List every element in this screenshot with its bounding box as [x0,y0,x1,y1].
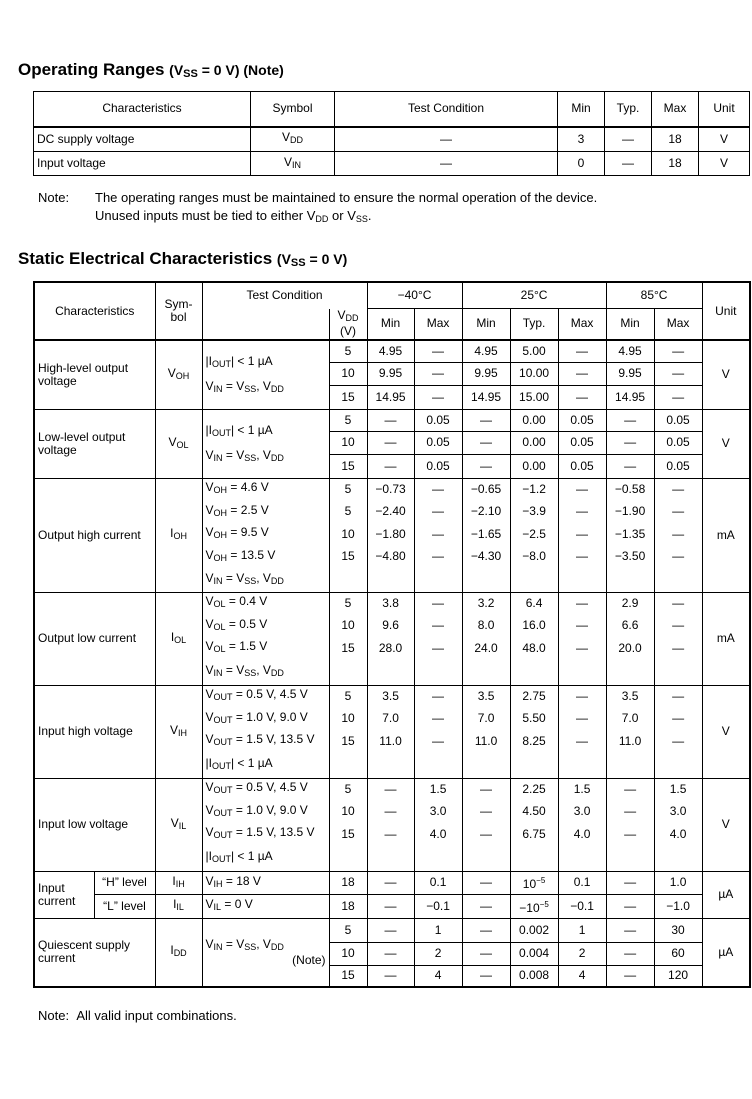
ioh-label: Output high current [34,478,155,592]
op-header-unit: Unit [699,92,750,127]
vih-row: $V_{OUT} = 1.0$ V, 9.0 V 10 7.0 — 7.0 5.50 — 7.0 — [34,707,750,730]
op-header-char: Characteristics [34,92,251,127]
op-row-input-voltage: Input voltage $V_{IN}$ — 0 — 18 V [34,152,750,176]
vol-label: Low-level output voltage [34,409,155,478]
sec-header-char: Characteristics [34,282,155,340]
ioh-row: $V_{OH} = 13.5$ V 15 −4.80 — −4.30 −8.0 — −3.50 — [34,545,750,568]
vih-label: Input high voltage [34,685,155,778]
iol-label: Output low current [34,592,155,685]
voh-row: High-level output voltage $V_{OH}$ $|I_{OUT}| < 1$ µA $V_{IN} = V_{SS}$, $V_{DD}$ 5 4.95 — 4.95 5.00 — 4.95 — V [34,340,750,362]
vol-row: Low-level output voltage $V_{OL}$ $|I_{OUT}| < 1$ µA $V_{IN} = V_{SS}$, $V_{DD}$ 5 — 0.05 — 0.00 0.05 — 0.05 V [34,409,750,431]
ioh-row: $V_{OH} = 2.5$ V 5 −2.40 — −2.10 −3.9 — −1.90 — [34,500,750,523]
ioh-row: $V_{OH} = 9.5$ V 10 −1.80 — −1.65 −2.5 — −1.35 — [34,523,750,545]
vil-row: Input low voltage $V_{IL}$ $V_{OUT} = 0.5$ V, 4.5 V 5 — 1.5 — 2.25 1.5 — 1.5 V [34,778,750,800]
iol-row: $V_{OL} = 0.5$ V 10 9.6 — 8.0 16.0 — 6.6 — [34,614,750,637]
vil-label: Input low voltage [34,778,155,871]
ioh-row: Output high current $I_{OH}$ $V_{OH} = 4.6$ V 5 −0.73 — −0.65 −1.2 — −0.58 — mA [34,478,750,500]
sec-header-sym: Sym- bol [155,282,202,340]
iin-label: Input current [34,871,94,918]
operating-note: Note: The operating ranges must be maintained to ensure the normal operation of the device. Unused inputs must be tied to either $V_{DD}$ or $V_{SS}$. [38,190,598,224]
iin-l-row: “L” level $I_{IL}$ $V_{IL} = 0$ V 18 — −0.1 — $-10^{-5}$ −0.1 — −1.0 [34,894,750,918]
vil-row: $V_{OUT} = 1.5$ V, 13.5 V 15 — 4.0 — 6.75 4.0 — 4.0 [34,823,750,845]
idd-row: 15 — 4 — 0.008 4 — 120 [34,965,750,987]
sec-header-t3: 85°C [606,282,702,308]
static-note: Note: All valid input combinations. [38,1008,237,1023]
sec-header-vdd: $V_{DD}$ (V) [329,308,367,340]
op-header-test: Test Condition [335,92,558,127]
idd-row: 10 — 2 — 0.004 2 — 60 [34,942,750,965]
iol-row: $V_{OL} = 1.5$ V 15 28.0 — 24.0 48.0 — 20.0 — [34,637,750,659]
iol-row: Output low current $I_{OL}$ $V_{OL} = 0.4$ V 5 3.8 — 3.2 6.4 — 2.9 — mA [34,592,750,614]
vol-row: 15 — 0.05 — 0.00 0.05 — 0.05 [34,454,750,478]
op-row-dc-supply: DC supply voltage $V_{DD}$ — 3 — 18 V [34,127,750,152]
vih-row: $V_{OUT} = 1.5$ V, 13.5 V 15 11.0 — 11.0 8.25 — 11.0 — [34,730,750,752]
op-header-min: Min [558,92,605,127]
static-characteristics-title: Static Electrical Characteristics ($V_{SS} = 0$ V) [18,249,348,269]
sec-header-unit: Unit [702,282,750,340]
op-header-sym: Symbol [251,92,335,127]
voh-row: 10 9.95 — 9.95 10.00 — 9.95 — [34,362,750,385]
vih-row: Input high voltage $V_{IH}$ $V_{OUT} = 0.5$ V, 4.5 V 5 3.5 — 3.5 2.75 — 3.5 — V [34,685,750,707]
iin-h-row: Input current “H” level $I_{IH}$ $V_{IH} = 18$ V 18 — 0.1 — $10^{-5}$ 0.1 — 1.0 µA [34,871,750,894]
static-characteristics-table: Characteristics Sym- bol Test Condition −40°C 25°C 85°C Unit $V_{DD}$ (V) Min Max Min Typ. Max Min Max High-level output voltage $V_{OH}$ $|I_{OUT}| < 1$ µA $V_{IN} = V_{SS}$, $V_{DD}$ 5 4.95 — 4.95 5.00 — 4.95 — V 10 9.95 — 9.95 10.00 — 9.95 — 15 14.95 — 14.95 15.00 — 14.95 — Low-level output voltage $V_{OL}$ $|I_{OUT}| < 1$ µA $V_{IN} = V_{SS}$, $V_{DD}$ 5 — 0.05 — 0.00 0.05 — 0.05 V 10 — 0.05 — 0.00 0.05 — 0.05 15 — 0.05 — 0.00 0.05 — 0.05 Output high current $I_{OH}$ $V_{OH} = 4.6$ V 5 −0.73 — −0.65 −1.2 — −0.58 — mA $V_{OH} = 2.5$ V 5 −2.40 — −2.10 −3.9 — −1.90 — $V_{OH} = 9.5$ V 10 −1.80 — −1.65 −2.5 — −1.35 — $V_{OH} = 13.5$ V 15 −4.80 — −4.30 −8.0 — −3.50 — $V_{IN} = V_{SS}$, $V_{DD}$ Output low current $I_{OL}$ $V_{OL} = 0.4$ V 5 3.8 — 3.2 6.4 — 2.9 — mA $V_{OL} = 0.5$ V 10 9.6 — 8.0 16.0 — 6.6 — $V_{OL} = 1.5$ V 15 28.0 — 24.0 48.0 — 20.0 — $V_{IN} = V_{SS}$, $V_{DD}$ Input high voltage $V_{IH}$ $V_{OUT} = 0.5$ V, 4.5 V 5 3.5 — 3.5 2.75 — 3.5 — V $V_{OUT} = 1.0$ V, 9.0 V 10 7.0 — 7.0 5.50 — 7.0 — $V_{OUT} = 1.5$ V, 13.5 V 15 11.0 — 11.0 8.25 — 11.0 — $|I_{OUT}| < 1$ µA Input low voltage $V_{IL}$ $V_{OUT} = 0.5$ V, 4.5 V 5 — 1.5 — 2.25 1.5 — 1.5 V $V_{OUT} = 1.0$ V, 9.0 V 10 — 3.0 — 4.50 3.0 — 3.0 $V_{OUT} = 1.5$ V, 13.5 V 15 — 4.0 — 6.75 4.0 — 4.0 $|I_{OUT}| < 1$ µA Input current “H” level $I_{IH}$ $V_{IH} = 18$ V 18 — 0.1 — $10^{-5}$ 0.1 — 1.0 µA “L” level $I_{IL}$ $V_{IL} = 0$ V 18 — −0.1 — $-10^{-5}$ −0.1 — −1.0 Quiescent supply current $I_{DD}$ $V_{IN} = V_{SS}$, $V_{DD}$ (Note) 5 — 1 — 0.002 1 — 30 µA 10 — 2 — 0.004 2 — 60 15 — 4 — 0.008 4 — 120 [33,281,751,988]
sec-header-t1: −40°C [367,282,462,308]
op-header-typ: Typ. [605,92,652,127]
sec-header-test: Test Condition [202,282,367,308]
vil-row: $V_{OUT} = 1.0$ V, 9.0 V 10 — 3.0 — 4.50 3.0 — 3.0 [34,800,750,823]
voh-row: 15 14.95 — 14.95 15.00 — 14.95 — [34,385,750,409]
op-header-max: Max [652,92,699,127]
operating-ranges-table [33,91,750,176]
idd-row: Quiescent supply current $I_{DD}$ $V_{IN} = V_{SS}$, $V_{DD}$ (Note) 5 — 1 — 0.002 1 — 30 µA [34,918,750,942]
operating-ranges-title: Operating Ranges ($V_{SS} = 0$ V) (Note) [18,60,284,80]
idd-label: Quiescent supply current [34,918,155,987]
vol-row: 10 — 0.05 — 0.00 0.05 — 0.05 [34,431,750,454]
voh-label: High-level output voltage [34,340,155,409]
sec-header-t2: 25°C [462,282,606,308]
